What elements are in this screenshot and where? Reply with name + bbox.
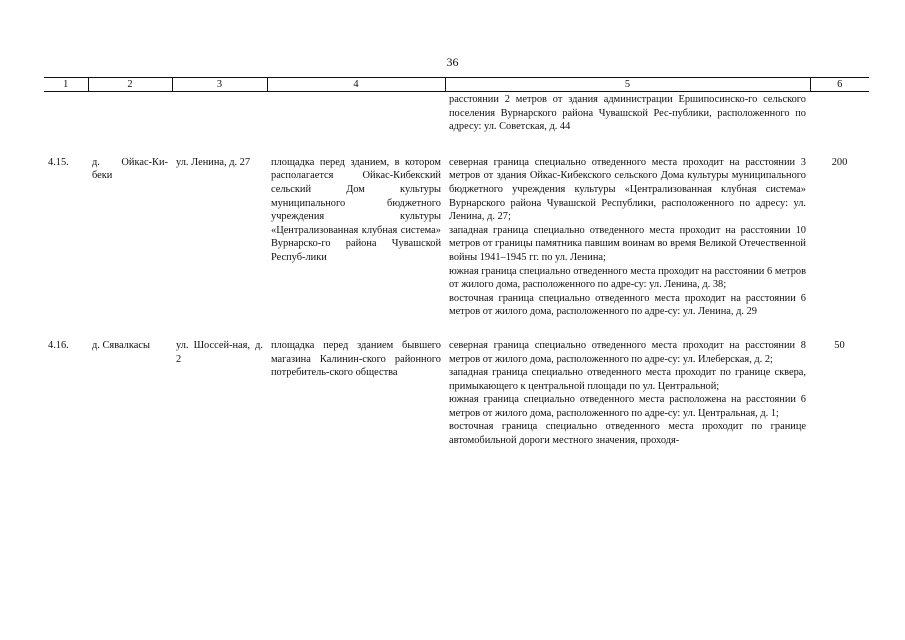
settlement-cell: д. Ойкас-Ки-беки [92, 156, 168, 182]
boundaries-cell [445, 339, 810, 468]
table-row [44, 156, 869, 339]
place-cell: площадка перед зданием бывшего магазина Калинин-ского районного потребитель-ского общества [271, 339, 441, 379]
boundary-north: северная граница специально отведенного места проходит на расстоянии 8 метров от жилого дома, расположенного по адре-су: ул. Илеберская, д. 2; [449, 339, 806, 365]
boundary-west: западная граница специально отведенного места проходит по границе сквера, примыкающего к центральной площади по ул. Центральной; [449, 367, 806, 392]
table-row [44, 339, 869, 468]
places-table [44, 77, 869, 468]
count-cell: 50 [834, 339, 845, 351]
place-cell: площадка перед зданием, в котором располагается Ойкас-Кибекский сельский Дом культуры муниципального бюджетного учреждения культуры «Централизованная клубная система» Вурнарско-го района Чувашской Респуб-лики [271, 156, 441, 263]
header-cell-6: 6 [810, 78, 869, 92]
boundary-east: восточная граница специально отведенного места проходит на расстоянии 6 метров от жилого дома, расположенного по адре-су: ул. Ленина, д. 29 [449, 292, 806, 318]
settlement-cell: д. Сявалкасы [92, 339, 150, 351]
header-cell-2: 2 [88, 78, 172, 92]
row-number: 4.16. [48, 339, 69, 351]
boundary-north: северная граница специально отведенного места проходит на расстоянии 3 метров от здания Ойкас-Кибекского сельского Дома культуры муниципального бюджетного учреждения культуры «Централизованная клубная система» Вурнарского района Чувашской Республики, расположенного по адресу: ул. Ленина, д. 27; [449, 156, 806, 223]
boundaries-cell [445, 156, 810, 339]
header-cell-1: 1 [44, 78, 88, 92]
count-cell: 200 [831, 156, 848, 168]
boundary-south: южная граница специально отведенного места проходит на расстоянии 6 метров от жилого дома, расположенного по адре-су: ул. Ленина, д. 38; [449, 265, 806, 291]
row-number: 4.15. [48, 156, 69, 168]
boundary-east: восточная граница специально отведенного места проходит по границе автомобильной дороги местного значения, проходя- [449, 421, 806, 447]
page-number: 36 [446, 55, 459, 69]
header-row [44, 78, 869, 92]
address-cell: ул. Шоссей-ная, д. 2 [176, 339, 263, 365]
table-row-continuation [44, 92, 869, 156]
address-cell: ул. Ленина, д. 27 [176, 156, 251, 168]
boundary-south: южная граница специально отведенного места расположена на расстоянии 6 метров от жилого дома, расположенного по адре-су: ул. Центральная, д. 1; [449, 394, 806, 419]
boundary-west: западная граница специально отведенного места проходит на расстоянии 10 метров от границы памятника павшим воинам во время Великой Отечественной войны 1941–1945 гг. по ул. Ленина; [449, 224, 806, 263]
header-cell-4: 4 [267, 78, 445, 92]
header-cell-5: 5 [445, 78, 810, 92]
header-cell-3: 3 [172, 78, 267, 92]
boundary-text: расстоянии 2 метров от здания администрации Ершипосинско-го сельского поселения Вурнарского района Чувашской Рес-публики, расположенного по адресу: ул. Советская, д. 44 [449, 94, 806, 133]
